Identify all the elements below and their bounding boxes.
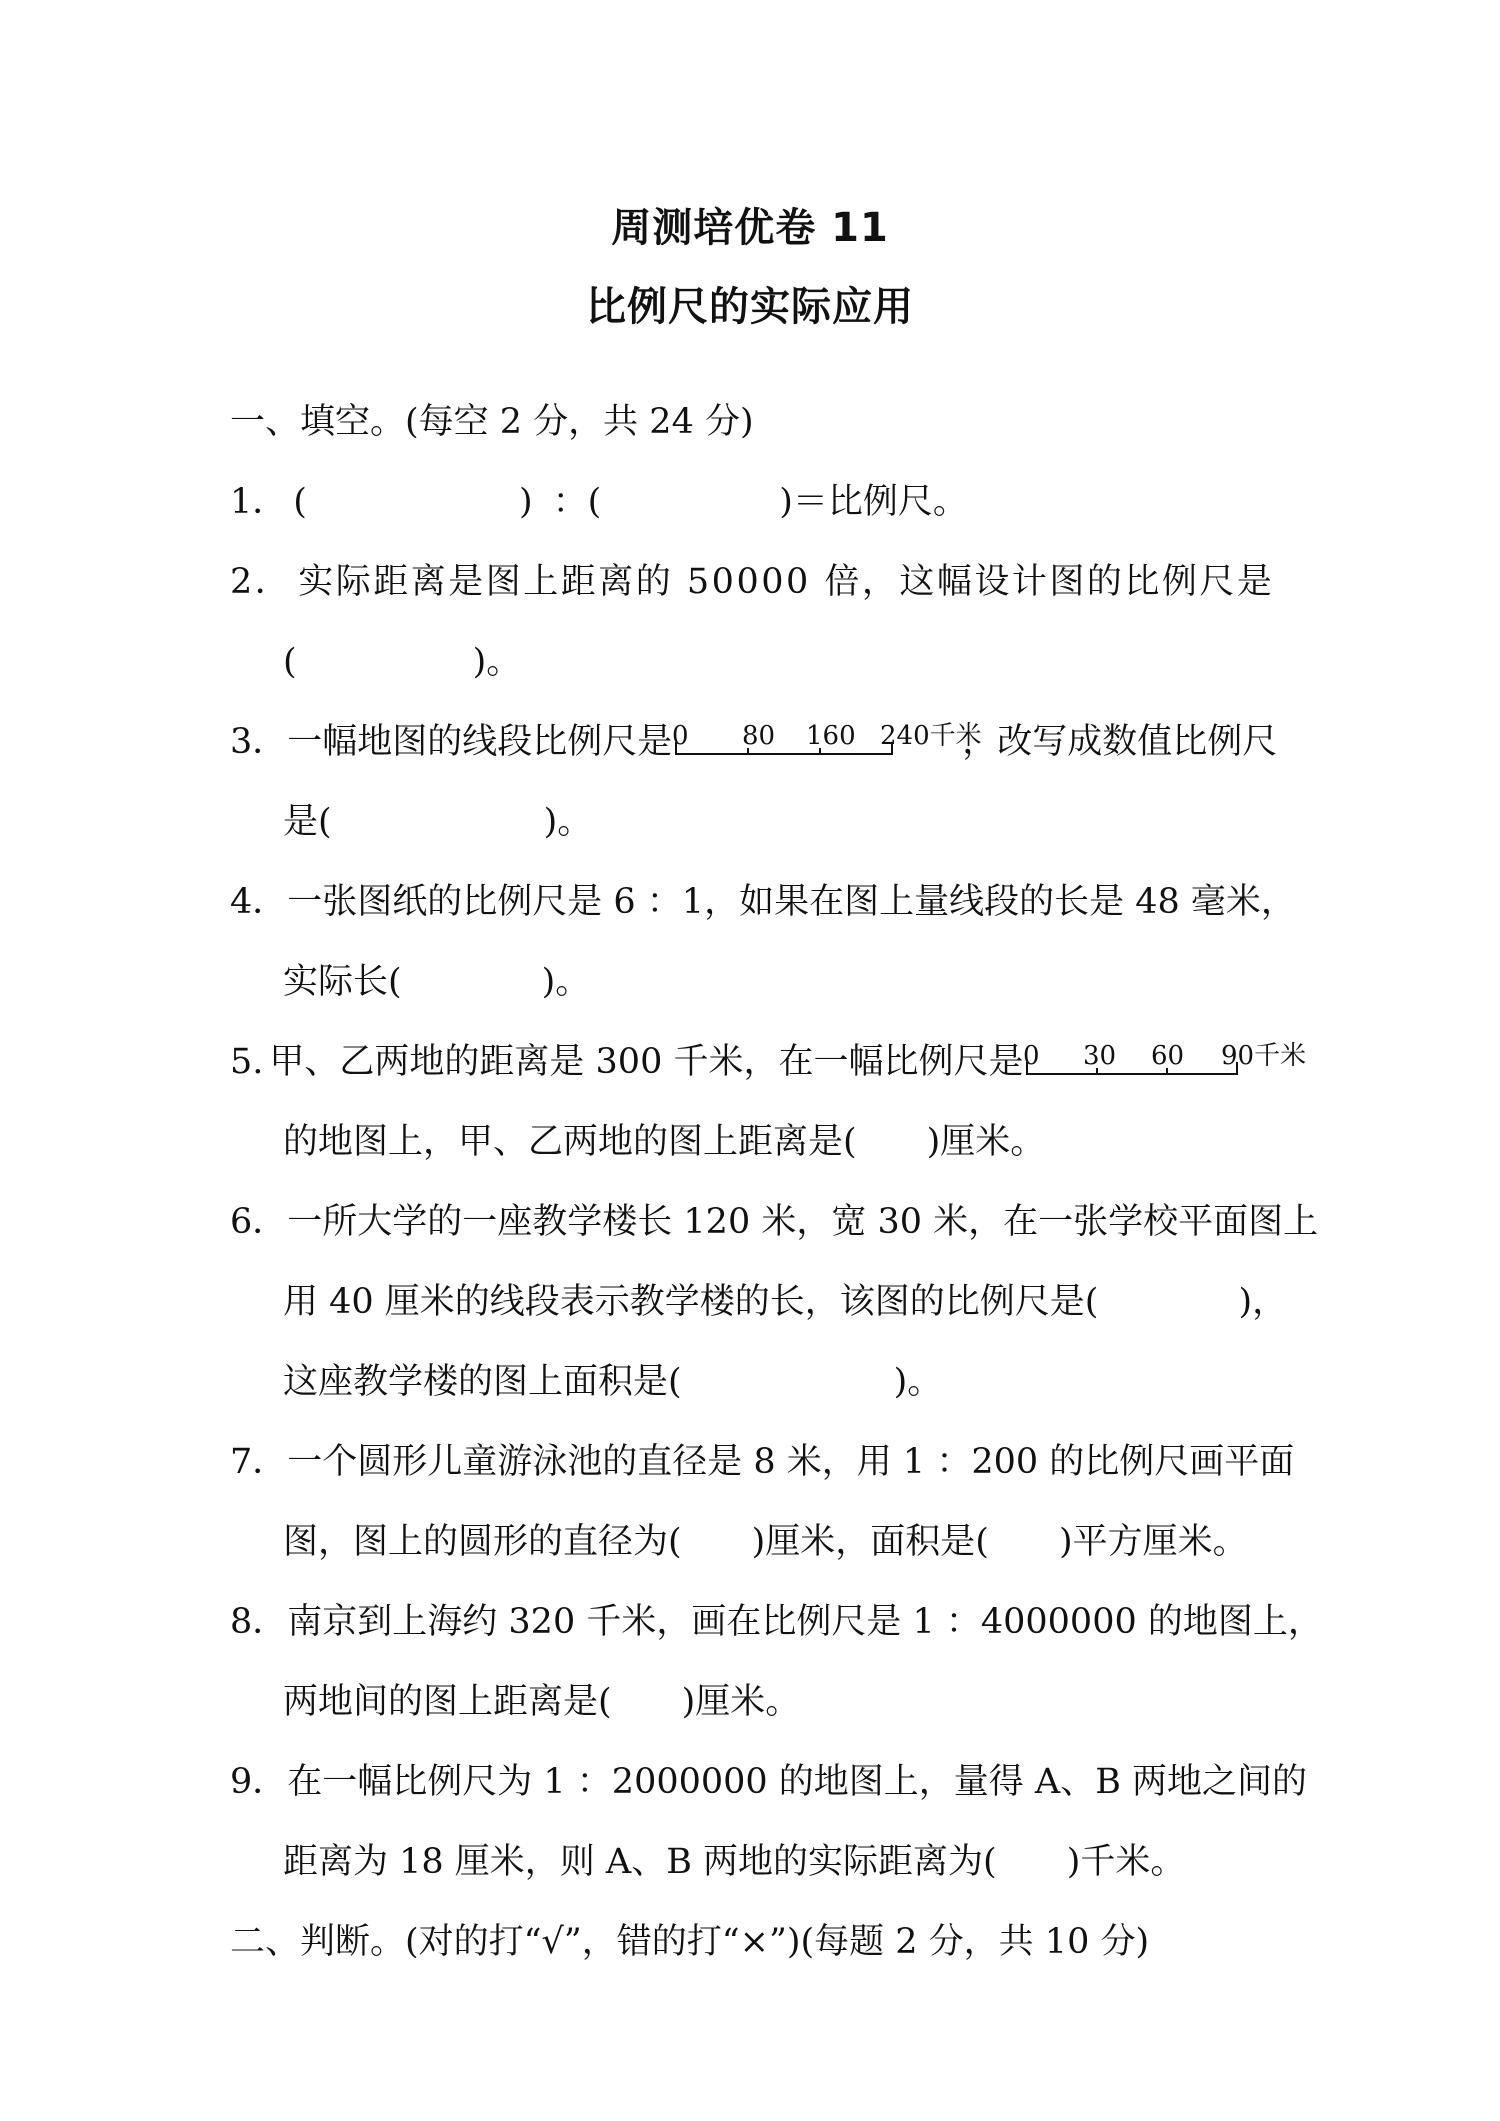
question-6 (230, 1200, 1318, 1244)
question-number: 1． (230, 482, 288, 522)
question-number: 9． (230, 1762, 288, 1802)
question-2-answer-line (283, 640, 521, 684)
line-scale-bar (1023, 1040, 1323, 1084)
question-text: 一幅地图的线段比例尺是 (287, 722, 673, 762)
blank-open: ( (293, 482, 307, 522)
question-text: 一所大学的一座教学楼长 120 米，宽 30 米，在一张学校平面图上 (287, 1202, 1319, 1242)
blank-open: ( (283, 642, 297, 682)
scale-label: 80 (742, 721, 776, 751)
question-text: 实际长( (283, 962, 402, 1002)
question-7 (230, 1440, 1294, 1484)
worksheet-subtitle: 比例尺的实际应用 (586, 284, 914, 330)
worksheet-title: 周测培优卷 11 (611, 205, 889, 251)
question-9 (230, 1760, 1307, 1804)
blank-close: )。 (541, 962, 591, 1002)
question-6-line-3 (283, 1360, 942, 1404)
question-number: 4． (230, 882, 288, 922)
question-number: 7． (230, 1442, 288, 1482)
blank-close: )， (1238, 1282, 1288, 1322)
question-text: 是( (283, 802, 332, 842)
blank-close: )。 (543, 802, 593, 842)
scale-label: 90千米 (1221, 1041, 1307, 1071)
question-8-line-2: 两地间的图上距离是( )厘米。 (283, 1682, 801, 1722)
scale-label: 240千米 (880, 721, 982, 751)
section-2-heading: 二、判断。(对的打“√”，错的打“×”)(每题 2 分，共 10 分) (230, 1922, 1150, 1962)
question-3 (230, 720, 1277, 764)
question-5 (230, 1040, 1323, 1084)
question-number: 6． (230, 1202, 288, 1242)
line-scale-bar (672, 720, 982, 764)
question-number: 5. (230, 1042, 264, 1082)
question-text: 甲、乙两地的距离是 300 千米，在一幅比例尺是 (269, 1042, 1024, 1082)
ratio-colon: ：( (552, 482, 602, 522)
question-number: 3． (230, 722, 288, 762)
question-3-answer-line (283, 800, 592, 844)
question-4 (230, 880, 1296, 924)
scale-label: 30 (1083, 1041, 1117, 1071)
scale-label: 160 (806, 721, 856, 751)
question-5-line-2: 的地图上，甲、乙两地的图上距离是( )厘米。 (283, 1122, 1046, 1162)
question-9-line-2: 距离为 18 厘米，则 A、B 两地的实际距离为( )千米。 (283, 1842, 1186, 1882)
question-text: ，改写成数值比例尺 (962, 722, 1278, 762)
blank-close: )。 (893, 1362, 943, 1402)
question-text: 这座教学楼的图上面积是( (283, 1362, 682, 1402)
scale-label: 0 (672, 721, 689, 751)
question-6-line-2 (283, 1280, 1287, 1324)
question-text: 实际距离是图上距离的 50000 倍，这幅设计图的比例尺是 (298, 562, 1275, 602)
question-text: 用 40 厘米的线段表示教学楼的长，该图的比例尺是( (283, 1282, 1099, 1322)
section-1-heading: 一、填空。(每空 2 分，共 24 分) (230, 402, 754, 442)
question-text: 一张图纸的比例尺是 6 ：1，如果在图上量线段的长是 48 毫米， (287, 882, 1296, 922)
question-number: 2． (230, 562, 293, 602)
scale-label: 60 (1151, 1041, 1185, 1071)
question-text: 在一幅比例尺为 1 ：2000000 的地图上，量得 A、B 两地之间的 (287, 1762, 1308, 1802)
question-text: 南京到上海约 320 千米，画在比例尺是 1 ：4000000 的地图上， (287, 1602, 1323, 1642)
blank-close: ) (518, 482, 533, 522)
question-number: 8． (230, 1602, 288, 1642)
scale-label: 0 (1023, 1041, 1041, 1071)
question-8 (230, 1600, 1323, 1644)
blank-close: )。 (472, 642, 522, 682)
question-text: 一个圆形儿童游泳池的直径是 8 米，用 1 ：200 的比例尺画平面 (287, 1442, 1295, 1482)
question-7-line-2: 图，图上的圆形的直径为( )厘米，面积是( )平方厘米。 (283, 1522, 1248, 1562)
question-2 (230, 560, 1274, 604)
question-1 (230, 480, 968, 524)
question-4-answer-line (283, 960, 590, 1004)
question-text: )＝比例尺。 (779, 482, 968, 522)
